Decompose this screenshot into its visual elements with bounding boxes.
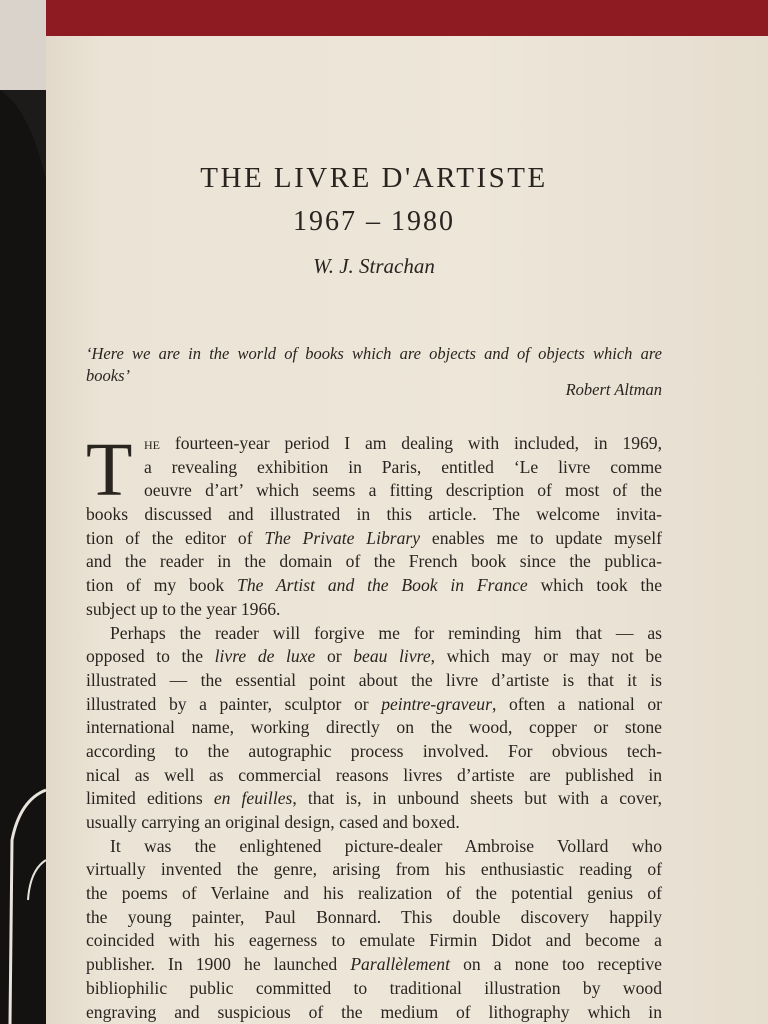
text-line	[86, 598, 662, 622]
text-line	[86, 977, 662, 1001]
italic-text: beau livre	[353, 646, 431, 667]
text-line	[86, 835, 662, 859]
text-segment: tion of the editor of	[86, 527, 265, 548]
text-segment: a revealing exhibition in Paris, entitled ‘Le livre comme	[144, 456, 662, 477]
text-segment: or	[315, 646, 354, 667]
article-author: W. J. Strachan	[313, 254, 435, 278]
text-line	[86, 906, 662, 930]
text-line	[86, 622, 662, 646]
italic-text: Parallèlement	[350, 954, 450, 975]
text-segment: illustrated by a painter, sculptor or	[86, 693, 382, 714]
text-line	[86, 503, 662, 527]
text-segment: illustrated — the essential point about the livre d’artiste is that it is	[86, 669, 662, 690]
epigraph-line: ‘Here we are in the world of books which are objects and of objects which are	[86, 344, 662, 363]
text-line	[86, 693, 662, 717]
text-line	[86, 645, 662, 669]
italic-text: en feuilles	[213, 788, 293, 809]
epigraph-line: books’	[86, 366, 130, 385]
text-line	[86, 882, 662, 906]
text-segment: the young painter, Paul Bonnard. This double discovery happily	[86, 906, 662, 927]
text-segment: according to the autographic process involved. For obvious tech-	[86, 740, 662, 761]
text-line	[86, 716, 662, 740]
text-segment: , often a national or	[491, 693, 663, 714]
drop-cap: T	[86, 437, 133, 503]
text-segment: bibliophilic public committed to traditional illustration by wood	[86, 977, 662, 998]
text-segment: coincided with his eagerness to emulate Firmin Didot and become a	[86, 930, 662, 951]
facing-page-illustration	[0, 0, 46, 1024]
text-segment: engraving and suspicious of the medium of lithography which in	[86, 1001, 662, 1022]
text-line	[144, 456, 662, 480]
book-cover-edge	[44, 0, 768, 36]
text-segment: international name, working directly on the wood, copper or stone	[86, 717, 662, 738]
text-segment: nical as well as commercial reasons livres d’artiste are published in	[86, 764, 662, 785]
text-segment: virtually invented the genre, arising from his enthusiastic reading of	[86, 859, 662, 880]
italic-text: peintre-graveur	[381, 693, 492, 714]
text-segment: It was the enlightened picture-dealer Ambroise Vollard who	[110, 835, 662, 856]
text-segment: opposed to the	[86, 646, 215, 667]
text-segment: oeuvre d’art’ which seems a fitting description of most of the	[144, 480, 662, 501]
text-line	[144, 479, 662, 503]
text-segment: the poems of Verlaine and his realization of the potential genius of	[86, 883, 662, 904]
italic-text: The Private Library	[264, 527, 421, 548]
text-segment: enables me to update myself	[420, 527, 662, 548]
text-line	[86, 953, 662, 977]
article-body	[86, 432, 662, 1024]
text-segment: fourteen-year period I am dealing with included, in 1969,	[160, 433, 662, 453]
epigraph-attribution: Robert Altman	[565, 380, 662, 399]
text-segment: Perhaps the reader will forgive me for reminding him that — as	[110, 622, 662, 643]
text-line	[86, 574, 662, 598]
text-line	[86, 811, 662, 835]
text-segment: usually carrying an original design, cased and boxed.	[86, 812, 460, 832]
text-line	[144, 432, 662, 456]
text-line	[86, 858, 662, 882]
text-segment: which took the	[527, 575, 663, 596]
text-segment: he	[144, 433, 160, 453]
text-line	[86, 527, 662, 551]
text-segment: books discussed and illustrated in this article. The welcome invita-	[86, 504, 662, 525]
text-segment: publisher. In 1900 he launched	[86, 954, 351, 975]
text-segment: on a none too receptive	[449, 954, 662, 975]
text-segment: limited editions	[86, 788, 214, 809]
text-segment: tion of my book	[86, 575, 238, 596]
text-line	[86, 1001, 662, 1024]
text-line	[86, 550, 662, 574]
text-line	[86, 669, 662, 693]
article-title: THE LIVRE D'ARTISTE	[200, 162, 548, 194]
text-segment: subject up to the year 1966.	[86, 598, 281, 619]
text-line	[86, 740, 662, 764]
text-segment: and the reader in the domain of the French book since the publica-	[86, 551, 662, 572]
text-segment: , which may or may not be	[430, 646, 663, 667]
text-segment: , that is, in unbound sheets but with a cover,	[292, 788, 662, 809]
italic-text: The Artist and the Book in France	[237, 575, 528, 596]
italic-text: livre de luxe	[214, 646, 316, 667]
text-line	[86, 929, 662, 953]
text-line	[86, 787, 662, 811]
text-line	[86, 764, 662, 788]
article-years: 1967 – 1980	[293, 206, 455, 237]
